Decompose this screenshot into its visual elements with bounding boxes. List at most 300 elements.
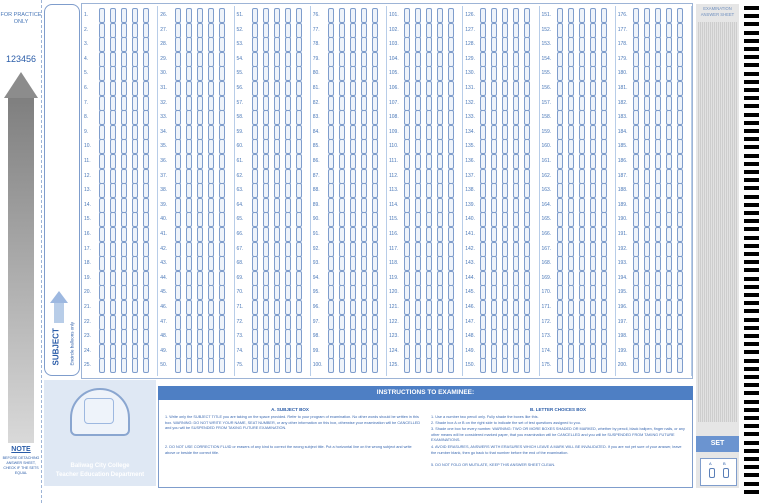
answer-bubble-a[interactable]: [328, 8, 334, 23]
answer-bubble-e[interactable]: [524, 139, 530, 154]
answer-bubble-d[interactable]: [437, 96, 443, 111]
answer-bubble-d[interactable]: [361, 212, 367, 227]
answer-bubble-b[interactable]: [186, 358, 192, 373]
answer-bubble-d[interactable]: [513, 125, 519, 140]
answer-bubble-b[interactable]: [339, 96, 345, 111]
answer-bubble-a[interactable]: [633, 285, 639, 300]
answer-bubble-c[interactable]: [121, 96, 127, 111]
answer-bubble-e[interactable]: [524, 344, 530, 359]
answer-bubble-b[interactable]: [491, 23, 497, 38]
answer-bubble-d[interactable]: [437, 358, 443, 373]
answer-bubble-e[interactable]: [219, 212, 225, 227]
answer-bubble-d[interactable]: [285, 227, 291, 242]
answer-bubble-e[interactable]: [601, 169, 607, 184]
answer-bubble-a[interactable]: [99, 8, 105, 23]
answer-bubble-b[interactable]: [491, 212, 497, 227]
answer-bubble-a[interactable]: [175, 81, 181, 96]
answer-bubble-e[interactable]: [296, 154, 302, 169]
answer-bubble-c[interactable]: [197, 329, 203, 344]
answer-bubble-c[interactable]: [579, 183, 585, 198]
answer-bubble-d[interactable]: [285, 23, 291, 38]
answer-bubble-b[interactable]: [339, 271, 345, 286]
answer-bubble-c[interactable]: [197, 169, 203, 184]
answer-bubble-e[interactable]: [372, 125, 378, 140]
answer-bubble-e[interactable]: [219, 256, 225, 271]
answer-bubble-e[interactable]: [677, 139, 683, 154]
answer-bubble-e[interactable]: [448, 125, 454, 140]
answer-bubble-c[interactable]: [426, 285, 432, 300]
answer-bubble-c[interactable]: [274, 37, 280, 52]
answer-bubble-b[interactable]: [263, 183, 269, 198]
answer-bubble-b[interactable]: [415, 271, 421, 286]
answer-bubble-c[interactable]: [579, 96, 585, 111]
answer-bubble-e[interactable]: [372, 344, 378, 359]
answer-bubble-e[interactable]: [448, 154, 454, 169]
answer-bubble-d[interactable]: [132, 96, 138, 111]
answer-bubble-e[interactable]: [448, 242, 454, 257]
answer-bubble-e[interactable]: [143, 315, 149, 330]
answer-bubble-d[interactable]: [666, 198, 672, 213]
answer-bubble-b[interactable]: [491, 125, 497, 140]
answer-bubble-d[interactable]: [132, 227, 138, 242]
answer-bubble-e[interactable]: [219, 96, 225, 111]
answer-bubble-d[interactable]: [208, 125, 214, 140]
answer-bubble-a[interactable]: [480, 329, 486, 344]
answer-bubble-c[interactable]: [426, 315, 432, 330]
answer-bubble-a[interactable]: [99, 198, 105, 213]
answer-bubble-a[interactable]: [557, 358, 563, 373]
answer-bubble-c[interactable]: [350, 344, 356, 359]
answer-bubble-a[interactable]: [99, 139, 105, 154]
answer-bubble-b[interactable]: [263, 300, 269, 315]
answer-bubble-a[interactable]: [480, 110, 486, 125]
answer-bubble-d[interactable]: [590, 358, 596, 373]
answer-bubble-b[interactable]: [568, 169, 574, 184]
answer-bubble-c[interactable]: [579, 52, 585, 67]
answer-bubble-b[interactable]: [263, 256, 269, 271]
answer-bubble-e[interactable]: [219, 66, 225, 81]
answer-bubble-b[interactable]: [186, 242, 192, 257]
answer-bubble-e[interactable]: [601, 242, 607, 257]
answer-bubble-a[interactable]: [404, 300, 410, 315]
answer-bubble-e[interactable]: [296, 52, 302, 67]
answer-bubble-a[interactable]: [404, 52, 410, 67]
answer-bubble-e[interactable]: [601, 227, 607, 242]
answer-bubble-d[interactable]: [208, 212, 214, 227]
answer-bubble-e[interactable]: [296, 256, 302, 271]
answer-bubble-a[interactable]: [252, 329, 258, 344]
answer-bubble-c[interactable]: [579, 139, 585, 154]
answer-bubble-e[interactable]: [677, 110, 683, 125]
answer-bubble-a[interactable]: [99, 169, 105, 184]
answer-bubble-b[interactable]: [644, 285, 650, 300]
answer-bubble-b[interactable]: [415, 154, 421, 169]
answer-bubble-e[interactable]: [601, 256, 607, 271]
answer-bubble-a[interactable]: [328, 169, 334, 184]
answer-bubble-d[interactable]: [513, 358, 519, 373]
answer-bubble-c[interactable]: [655, 315, 661, 330]
answer-bubble-d[interactable]: [666, 52, 672, 67]
answer-bubble-b[interactable]: [339, 183, 345, 198]
answer-bubble-b[interactable]: [568, 8, 574, 23]
answer-bubble-e[interactable]: [677, 358, 683, 373]
answer-bubble-a[interactable]: [99, 344, 105, 359]
answer-bubble-c[interactable]: [426, 37, 432, 52]
answer-bubble-e[interactable]: [677, 242, 683, 257]
answer-bubble-c[interactable]: [197, 315, 203, 330]
answer-bubble-c[interactable]: [502, 315, 508, 330]
answer-bubble-d[interactable]: [285, 154, 291, 169]
answer-bubble-d[interactable]: [361, 52, 367, 67]
answer-bubble-e[interactable]: [601, 52, 607, 67]
answer-bubble-d[interactable]: [437, 344, 443, 359]
answer-bubble-a[interactable]: [557, 154, 563, 169]
answer-bubble-b[interactable]: [263, 110, 269, 125]
answer-bubble-e[interactable]: [448, 315, 454, 330]
answer-bubble-e[interactable]: [219, 358, 225, 373]
answer-bubble-c[interactable]: [274, 139, 280, 154]
answer-bubble-b[interactable]: [491, 110, 497, 125]
answer-bubble-c[interactable]: [350, 52, 356, 67]
answer-bubble-d[interactable]: [132, 81, 138, 96]
answer-bubble-a[interactable]: [252, 139, 258, 154]
answer-bubble-c[interactable]: [274, 169, 280, 184]
answer-bubble-b[interactable]: [186, 81, 192, 96]
answer-bubble-c[interactable]: [426, 256, 432, 271]
answer-bubble-d[interactable]: [285, 37, 291, 52]
answer-bubble-d[interactable]: [666, 169, 672, 184]
answer-bubble-a[interactable]: [557, 256, 563, 271]
answer-bubble-e[interactable]: [524, 198, 530, 213]
answer-bubble-e[interactable]: [372, 66, 378, 81]
answer-bubble-e[interactable]: [524, 8, 530, 23]
answer-bubble-a[interactable]: [328, 96, 334, 111]
answer-bubble-e[interactable]: [219, 169, 225, 184]
answer-bubble-c[interactable]: [197, 96, 203, 111]
answer-bubble-c[interactable]: [274, 198, 280, 213]
answer-bubble-a[interactable]: [557, 198, 563, 213]
answer-bubble-b[interactable]: [415, 139, 421, 154]
answer-bubble-c[interactable]: [197, 66, 203, 81]
answer-bubble-e[interactable]: [524, 169, 530, 184]
answer-bubble-d[interactable]: [590, 37, 596, 52]
answer-bubble-e[interactable]: [524, 329, 530, 344]
answer-bubble-e[interactable]: [524, 227, 530, 242]
answer-bubble-b[interactable]: [339, 37, 345, 52]
answer-bubble-b[interactable]: [339, 358, 345, 373]
answer-bubble-d[interactable]: [132, 169, 138, 184]
answer-bubble-d[interactable]: [361, 285, 367, 300]
answer-bubble-a[interactable]: [633, 358, 639, 373]
answer-bubble-e[interactable]: [601, 329, 607, 344]
answer-bubble-b[interactable]: [110, 81, 116, 96]
answer-bubble-d[interactable]: [285, 329, 291, 344]
answer-bubble-b[interactable]: [644, 242, 650, 257]
answer-bubble-e[interactable]: [219, 37, 225, 52]
answer-bubble-a[interactable]: [404, 66, 410, 81]
answer-bubble-d[interactable]: [132, 183, 138, 198]
answer-bubble-c[interactable]: [655, 52, 661, 67]
answer-bubble-a[interactable]: [480, 81, 486, 96]
answer-bubble-a[interactable]: [633, 212, 639, 227]
answer-bubble-b[interactable]: [644, 81, 650, 96]
answer-bubble-c[interactable]: [274, 329, 280, 344]
answer-bubble-b[interactable]: [568, 256, 574, 271]
answer-bubble-c[interactable]: [502, 110, 508, 125]
answer-bubble-b[interactable]: [568, 66, 574, 81]
answer-bubble-e[interactable]: [448, 358, 454, 373]
answer-bubble-d[interactable]: [208, 96, 214, 111]
answer-bubble-a[interactable]: [328, 154, 334, 169]
answer-bubble-c[interactable]: [197, 23, 203, 38]
answer-bubble-b[interactable]: [568, 300, 574, 315]
answer-bubble-c[interactable]: [197, 358, 203, 373]
answer-bubble-b[interactable]: [110, 66, 116, 81]
answer-bubble-c[interactable]: [426, 125, 432, 140]
answer-bubble-c[interactable]: [502, 37, 508, 52]
answer-bubble-d[interactable]: [437, 52, 443, 67]
answer-bubble-e[interactable]: [524, 256, 530, 271]
answer-bubble-e[interactable]: [219, 154, 225, 169]
answer-bubble-d[interactable]: [437, 300, 443, 315]
answer-bubble-c[interactable]: [350, 125, 356, 140]
answer-bubble-a[interactable]: [480, 227, 486, 242]
answer-bubble-e[interactable]: [372, 358, 378, 373]
answer-bubble-c[interactable]: [502, 198, 508, 213]
answer-bubble-b[interactable]: [415, 285, 421, 300]
answer-bubble-e[interactable]: [524, 110, 530, 125]
answer-bubble-d[interactable]: [437, 242, 443, 257]
answer-bubble-d[interactable]: [208, 52, 214, 67]
answer-bubble-e[interactable]: [143, 242, 149, 257]
answer-bubble-d[interactable]: [513, 285, 519, 300]
answer-bubble-c[interactable]: [502, 271, 508, 286]
answer-bubble-c[interactable]: [121, 81, 127, 96]
answer-bubble-a[interactable]: [404, 183, 410, 198]
answer-bubble-c[interactable]: [197, 154, 203, 169]
answer-bubble-c[interactable]: [426, 344, 432, 359]
answer-bubble-c[interactable]: [350, 256, 356, 271]
answer-bubble-c[interactable]: [121, 110, 127, 125]
answer-bubble-b[interactable]: [339, 198, 345, 213]
answer-bubble-c[interactable]: [121, 52, 127, 67]
answer-bubble-c[interactable]: [350, 300, 356, 315]
answer-bubble-d[interactable]: [590, 154, 596, 169]
answer-bubble-c[interactable]: [655, 300, 661, 315]
answer-bubble-b[interactable]: [415, 227, 421, 242]
answer-bubble-e[interactable]: [372, 227, 378, 242]
answer-bubble-b[interactable]: [644, 300, 650, 315]
answer-bubble-e[interactable]: [296, 37, 302, 52]
set-bubble-b[interactable]: [723, 468, 729, 478]
answer-bubble-a[interactable]: [480, 52, 486, 67]
answer-bubble-b[interactable]: [263, 52, 269, 67]
answer-bubble-b[interactable]: [110, 227, 116, 242]
answer-bubble-c[interactable]: [655, 212, 661, 227]
answer-bubble-a[interactable]: [328, 329, 334, 344]
answer-bubble-e[interactable]: [372, 242, 378, 257]
answer-bubble-e[interactable]: [601, 285, 607, 300]
answer-bubble-e[interactable]: [448, 139, 454, 154]
answer-bubble-e[interactable]: [372, 52, 378, 67]
answer-bubble-b[interactable]: [568, 125, 574, 140]
answer-bubble-c[interactable]: [655, 183, 661, 198]
answer-bubble-b[interactable]: [415, 66, 421, 81]
answer-bubble-a[interactable]: [175, 212, 181, 227]
answer-bubble-a[interactable]: [252, 242, 258, 257]
answer-bubble-c[interactable]: [350, 139, 356, 154]
answer-bubble-c[interactable]: [274, 8, 280, 23]
answer-bubble-d[interactable]: [132, 154, 138, 169]
answer-bubble-c[interactable]: [579, 242, 585, 257]
answer-bubble-c[interactable]: [655, 37, 661, 52]
answer-bubble-b[interactable]: [339, 300, 345, 315]
answer-bubble-d[interactable]: [590, 300, 596, 315]
answer-bubble-b[interactable]: [415, 256, 421, 271]
answer-bubble-b[interactable]: [491, 344, 497, 359]
answer-bubble-b[interactable]: [644, 315, 650, 330]
answer-bubble-b[interactable]: [186, 212, 192, 227]
answer-bubble-b[interactable]: [339, 8, 345, 23]
answer-bubble-a[interactable]: [633, 315, 639, 330]
answer-bubble-b[interactable]: [186, 154, 192, 169]
answer-bubble-c[interactable]: [579, 227, 585, 242]
answer-bubble-e[interactable]: [601, 212, 607, 227]
answer-bubble-e[interactable]: [143, 300, 149, 315]
answer-bubble-a[interactable]: [175, 285, 181, 300]
answer-bubble-a[interactable]: [175, 227, 181, 242]
answer-bubble-c[interactable]: [197, 256, 203, 271]
answer-bubble-c[interactable]: [350, 110, 356, 125]
answer-bubble-b[interactable]: [415, 96, 421, 111]
answer-bubble-d[interactable]: [208, 271, 214, 286]
answer-bubble-c[interactable]: [426, 242, 432, 257]
answer-bubble-d[interactable]: [437, 271, 443, 286]
answer-bubble-d[interactable]: [590, 227, 596, 242]
answer-bubble-d[interactable]: [132, 300, 138, 315]
answer-bubble-c[interactable]: [426, 96, 432, 111]
answer-bubble-b[interactable]: [491, 96, 497, 111]
answer-bubble-d[interactable]: [513, 139, 519, 154]
answer-bubble-c[interactable]: [274, 212, 280, 227]
answer-bubble-b[interactable]: [339, 125, 345, 140]
answer-bubble-b[interactable]: [263, 154, 269, 169]
answer-bubble-e[interactable]: [143, 169, 149, 184]
answer-bubble-a[interactable]: [404, 358, 410, 373]
answer-bubble-c[interactable]: [502, 358, 508, 373]
answer-bubble-d[interactable]: [132, 110, 138, 125]
answer-bubble-d[interactable]: [437, 66, 443, 81]
answer-bubble-e[interactable]: [677, 169, 683, 184]
answer-bubble-c[interactable]: [426, 198, 432, 213]
answer-bubble-b[interactable]: [568, 227, 574, 242]
answer-bubble-b[interactable]: [339, 212, 345, 227]
answer-bubble-e[interactable]: [677, 183, 683, 198]
answer-bubble-d[interactable]: [666, 227, 672, 242]
answer-bubble-b[interactable]: [263, 227, 269, 242]
answer-bubble-c[interactable]: [579, 300, 585, 315]
answer-bubble-d[interactable]: [666, 23, 672, 38]
answer-bubble-c[interactable]: [655, 110, 661, 125]
answer-bubble-d[interactable]: [361, 110, 367, 125]
answer-bubble-e[interactable]: [601, 358, 607, 373]
answer-bubble-d[interactable]: [513, 110, 519, 125]
answer-bubble-a[interactable]: [175, 37, 181, 52]
answer-bubble-e[interactable]: [601, 198, 607, 213]
answer-bubble-d[interactable]: [590, 285, 596, 300]
answer-bubble-d[interactable]: [666, 242, 672, 257]
answer-bubble-d[interactable]: [437, 125, 443, 140]
answer-bubble-c[interactable]: [502, 169, 508, 184]
answer-bubble-b[interactable]: [568, 110, 574, 125]
answer-bubble-c[interactable]: [655, 66, 661, 81]
answer-bubble-e[interactable]: [601, 315, 607, 330]
answer-bubble-a[interactable]: [328, 125, 334, 140]
answer-bubble-c[interactable]: [502, 183, 508, 198]
answer-bubble-c[interactable]: [121, 242, 127, 257]
answer-bubble-c[interactable]: [121, 139, 127, 154]
answer-bubble-c[interactable]: [579, 23, 585, 38]
answer-bubble-a[interactable]: [328, 139, 334, 154]
answer-bubble-c[interactable]: [274, 227, 280, 242]
answer-bubble-a[interactable]: [633, 110, 639, 125]
answer-bubble-e[interactable]: [448, 169, 454, 184]
answer-bubble-c[interactable]: [197, 139, 203, 154]
answer-bubble-b[interactable]: [110, 8, 116, 23]
answer-bubble-d[interactable]: [208, 139, 214, 154]
answer-bubble-c[interactable]: [426, 8, 432, 23]
answer-bubble-e[interactable]: [448, 329, 454, 344]
answer-bubble-c[interactable]: [502, 139, 508, 154]
answer-bubble-c[interactable]: [655, 358, 661, 373]
answer-bubble-c[interactable]: [274, 358, 280, 373]
answer-bubble-e[interactable]: [296, 125, 302, 140]
answer-bubble-b[interactable]: [263, 329, 269, 344]
answer-bubble-a[interactable]: [328, 110, 334, 125]
answer-bubble-a[interactable]: [328, 81, 334, 96]
answer-bubble-d[interactable]: [513, 169, 519, 184]
answer-bubble-e[interactable]: [524, 183, 530, 198]
answer-bubble-d[interactable]: [666, 8, 672, 23]
answer-bubble-d[interactable]: [132, 358, 138, 373]
answer-bubble-d[interactable]: [513, 198, 519, 213]
answer-bubble-a[interactable]: [252, 66, 258, 81]
answer-bubble-e[interactable]: [601, 139, 607, 154]
answer-bubble-e[interactable]: [524, 242, 530, 257]
answer-bubble-e[interactable]: [372, 23, 378, 38]
answer-bubble-d[interactable]: [132, 285, 138, 300]
answer-bubble-e[interactable]: [219, 242, 225, 257]
answer-bubble-d[interactable]: [513, 66, 519, 81]
answer-bubble-e[interactable]: [448, 256, 454, 271]
answer-bubble-b[interactable]: [568, 52, 574, 67]
answer-bubble-b[interactable]: [491, 8, 497, 23]
answer-bubble-e[interactable]: [372, 96, 378, 111]
answer-bubble-e[interactable]: [296, 110, 302, 125]
answer-bubble-e[interactable]: [677, 52, 683, 67]
answer-bubble-d[interactable]: [208, 23, 214, 38]
answer-bubble-e[interactable]: [677, 37, 683, 52]
answer-bubble-a[interactable]: [480, 300, 486, 315]
answer-bubble-d[interactable]: [361, 8, 367, 23]
answer-bubble-e[interactable]: [219, 110, 225, 125]
answer-bubble-b[interactable]: [339, 344, 345, 359]
answer-bubble-b[interactable]: [491, 329, 497, 344]
answer-bubble-a[interactable]: [328, 242, 334, 257]
answer-bubble-c[interactable]: [579, 169, 585, 184]
answer-bubble-a[interactable]: [252, 8, 258, 23]
answer-bubble-e[interactable]: [601, 271, 607, 286]
